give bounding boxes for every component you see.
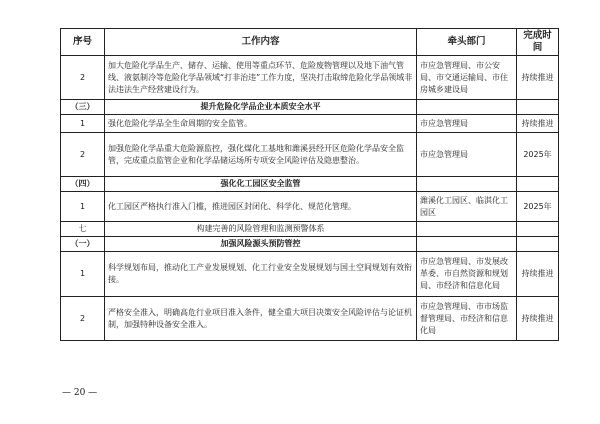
work-content: 加强危险化学品重大危险源监控，强化煤化工基地和潍溪县经开区危险化学品安全监管，完成重点监管企业和化学品储运场所专项安全风险评估及隐患整治。 xyxy=(105,133,417,177)
section-number: （四） xyxy=(61,177,105,192)
completion-time: 持续推进 xyxy=(517,252,559,297)
work-content: 加大危险化学品生产、储存、运输、使用等重点环节、危险废物管理以及地下油气管线、液氨制冷等危险化学品领域“打非治违”工作力度，坚决打击取缔危险化学品领域非法违法生产经营建设行为。 xyxy=(105,56,417,100)
work-content: 强化危险化学品全生命周期的安全监管。 xyxy=(105,115,417,133)
table-header-row xyxy=(61,29,559,56)
section-row xyxy=(61,100,559,115)
empty-cell xyxy=(417,222,517,237)
table-row xyxy=(61,297,559,341)
header-work: 工作内容 xyxy=(105,29,417,56)
lead-department: 市应急管理局 xyxy=(417,133,517,177)
completion-time: 持续推进 xyxy=(517,56,559,100)
row-number: 2 xyxy=(61,297,105,341)
header-time: 完成时间 xyxy=(517,29,559,56)
empty-cell xyxy=(517,100,559,115)
table-row xyxy=(61,56,559,100)
empty-cell xyxy=(417,100,517,115)
section-row xyxy=(61,177,559,192)
lead-department: 市应急管理局 xyxy=(417,115,517,133)
table-row xyxy=(61,115,559,133)
header-num: 序号 xyxy=(61,29,105,56)
work-content: 化工园区严格执行准入门槛，推进园区封闭化、科学化、规范化管理。 xyxy=(105,192,417,222)
table-row xyxy=(61,192,559,222)
work-content: 严格安全准入，明确高危行业项目准入条件，健全重大项目决策安全风险评估与论证机制，加强特种设备安全准入。 xyxy=(105,297,417,341)
page-number: — 20 — xyxy=(62,388,98,398)
chapter-title: 构建完善的风险管理和监测预警体系 xyxy=(105,222,417,237)
table-body xyxy=(61,56,559,341)
table-row xyxy=(61,133,559,177)
lead-department: 市应急管理局、市公安局、市交通运输局、市住房城乡建设局 xyxy=(417,56,517,100)
chapter-number: 七 xyxy=(61,222,105,237)
row-number: 1 xyxy=(61,192,105,222)
completion-time: 持续推进 xyxy=(517,297,559,341)
row-number: 2 xyxy=(61,56,105,100)
completion-time: 2025年 xyxy=(517,133,559,177)
table-row xyxy=(61,252,559,297)
lead-department: 潍溪化工园区、临淇化工园区 xyxy=(417,192,517,222)
lead-department: 市应急管理局、市市场监督管理局、市经济和信息化局 xyxy=(417,297,517,341)
task-table xyxy=(60,28,559,341)
empty-cell xyxy=(517,237,559,252)
empty-cell xyxy=(517,222,559,237)
section-number: （一） xyxy=(61,237,105,252)
chapter-row xyxy=(61,222,559,237)
header-dept: 牵头部门 xyxy=(417,29,517,56)
work-content: 科学规划布局，推动化工产业发展规划、化工行业安全发展规划与国土空间规划有效衔接。 xyxy=(105,252,417,297)
empty-cell xyxy=(417,237,517,252)
row-number: 2 xyxy=(61,133,105,177)
section-title: 强化化工园区安全监管 xyxy=(105,177,417,192)
section-number: （三） xyxy=(61,100,105,115)
empty-cell xyxy=(517,177,559,192)
row-number: 1 xyxy=(61,115,105,133)
completion-time: 持续推进 xyxy=(517,115,559,133)
lead-department: 市应急管理局、市发展改革委、市自然资源和规划局、市经济和信息化局 xyxy=(417,252,517,297)
row-number: 1 xyxy=(61,252,105,297)
empty-cell xyxy=(417,177,517,192)
section-row xyxy=(61,237,559,252)
section-title: 提升危险化学品企业本质安全水平 xyxy=(105,100,417,115)
section-title: 加强风险源头预防管控 xyxy=(105,237,417,252)
completion-time: 2025年 xyxy=(517,192,559,222)
